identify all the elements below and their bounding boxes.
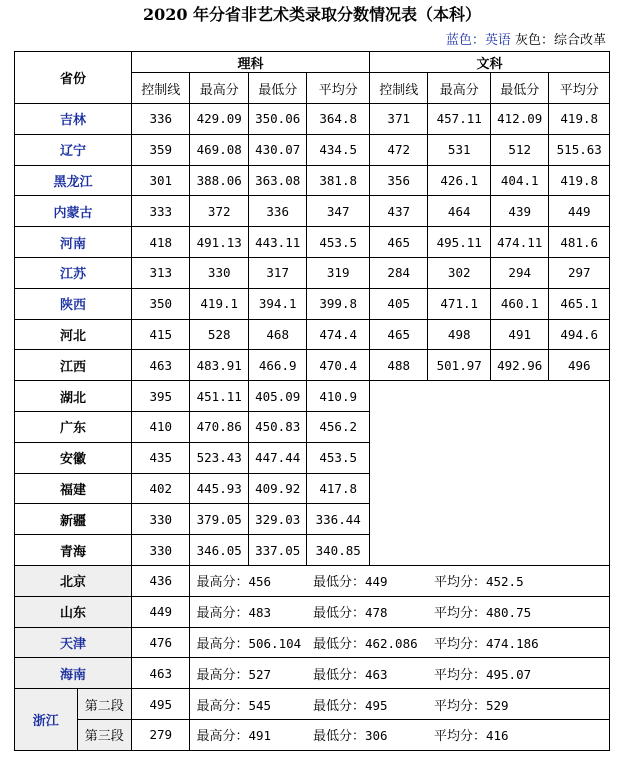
science-cell: 456.2	[307, 411, 370, 442]
science-cell: 483.91	[190, 350, 248, 381]
col-header: 控制线	[369, 73, 427, 104]
province-name: 海南	[15, 658, 132, 689]
science-cell: 301	[131, 165, 189, 196]
avg-value: 416	[485, 728, 509, 744]
reform-row	[15, 627, 610, 658]
max-value: 527	[248, 666, 272, 682]
avg-label: 平均分：	[433, 606, 486, 622]
arts-cell: 426.1	[428, 165, 491, 196]
science-cell: 329.03	[248, 504, 306, 535]
avg-label: 平均分：	[433, 575, 486, 591]
arts-cell: 465	[369, 227, 427, 258]
arts-cell: 412.09	[490, 104, 548, 135]
science-cell: 466.9	[248, 350, 306, 381]
col-header: 最低分	[490, 73, 548, 104]
arts-cell: 404.1	[490, 165, 548, 196]
table-row	[15, 350, 610, 381]
province-name: 青海	[15, 535, 132, 566]
legend-gray: 灰色：综合改革	[514, 33, 606, 48]
avg-value: 474.186	[485, 635, 539, 651]
min-cell	[307, 627, 428, 658]
table-row	[15, 134, 610, 165]
science-cell: 330	[131, 535, 189, 566]
control-line: 449	[131, 596, 189, 627]
reform-row	[15, 565, 610, 596]
min-value: 495	[364, 697, 388, 713]
min-value: 478	[364, 605, 388, 621]
science-cell: 415	[131, 319, 189, 350]
max-cell	[190, 596, 307, 627]
science-cell: 470.4	[307, 350, 370, 381]
table-row	[15, 165, 610, 196]
science-cell: 450.83	[248, 411, 306, 442]
color-legend	[446, 32, 606, 50]
min-label: 最低分：	[312, 636, 365, 652]
science-cell: 337.05	[248, 535, 306, 566]
province-name: 陕西	[15, 288, 132, 319]
science-cell: 359	[131, 134, 189, 165]
control-line: 476	[131, 627, 189, 658]
arts-cell: 405	[369, 288, 427, 319]
science-cell: 435	[131, 442, 189, 473]
min-value: 462.086	[364, 635, 418, 651]
science-cell: 430.07	[248, 134, 306, 165]
science-cell: 313	[131, 257, 189, 288]
max-value: 456	[248, 574, 272, 590]
avg-label: 平均分：	[433, 636, 486, 652]
avg-value: 452.5	[485, 574, 524, 590]
arts-cell: 465	[369, 319, 427, 350]
min-label: 最低分：	[312, 698, 365, 714]
arts-cell: 284	[369, 257, 427, 288]
science-cell: 443.11	[248, 227, 306, 258]
science-cell: 468	[248, 319, 306, 350]
science-cell: 363.08	[248, 165, 306, 196]
min-cell	[307, 596, 428, 627]
segment-name: 第三段	[77, 719, 131, 750]
arts-cell: 356	[369, 165, 427, 196]
min-label: 最低分：	[312, 575, 365, 591]
province-name: 吉林	[15, 104, 132, 135]
table-row	[15, 288, 610, 319]
col-header: 最高分	[190, 73, 248, 104]
science-cell: 319	[307, 257, 370, 288]
min-label: 最低分：	[312, 606, 365, 622]
col-header: 最低分	[248, 73, 306, 104]
arts-cell: 419.8	[549, 165, 610, 196]
min-value: 463	[364, 666, 388, 682]
avg-cell	[428, 689, 610, 720]
province-name: 新疆	[15, 504, 132, 535]
legend-blue: 蓝色：英语	[445, 33, 511, 48]
science-cell: 336	[248, 196, 306, 227]
arts-cell: 297	[549, 257, 610, 288]
control-line: 495	[131, 689, 189, 720]
science-cell: 347	[307, 196, 370, 227]
science-cell: 395	[131, 381, 189, 412]
min-cell	[307, 565, 428, 596]
avg-cell	[428, 627, 610, 658]
max-value: 483	[248, 605, 272, 621]
min-value: 306	[364, 728, 388, 744]
max-label: 最高分：	[196, 606, 249, 622]
arts-cell: 481.6	[549, 227, 610, 258]
avg-label: 平均分：	[433, 667, 486, 683]
science-cell: 402	[131, 473, 189, 504]
segment-name: 第二段	[77, 689, 131, 720]
arts-header: 文科	[369, 52, 609, 73]
province-name: 江西	[15, 350, 132, 381]
science-cell: 346.05	[190, 535, 248, 566]
avg-label: 平均分：	[433, 729, 486, 745]
province-name: 辽宁	[15, 134, 132, 165]
arts-cell: 464	[428, 196, 491, 227]
arts-cell: 495.11	[428, 227, 491, 258]
province-name: 河北	[15, 319, 132, 350]
avg-cell	[428, 658, 610, 689]
science-cell: 372	[190, 196, 248, 227]
arts-cell: 515.63	[549, 134, 610, 165]
science-cell: 381.8	[307, 165, 370, 196]
table-row	[15, 381, 610, 412]
science-cell: 336.44	[307, 504, 370, 535]
max-value: 506.104	[248, 635, 302, 651]
max-cell	[190, 627, 307, 658]
avg-value: 495.07	[485, 666, 532, 682]
science-cell: 451.11	[190, 381, 248, 412]
table-row	[15, 257, 610, 288]
max-label: 最高分：	[196, 729, 249, 745]
science-cell: 453.5	[307, 227, 370, 258]
science-cell: 523.43	[190, 442, 248, 473]
avg-label: 平均分：	[433, 698, 486, 714]
zhejiang-row	[15, 689, 610, 720]
province-name: 北京	[15, 565, 132, 596]
table-row	[15, 227, 610, 258]
science-cell: 388.06	[190, 165, 248, 196]
science-cell: 417.8	[307, 473, 370, 504]
arts-cell: 501.97	[428, 350, 491, 381]
arts-cell: 488	[369, 350, 427, 381]
science-cell: 453.5	[307, 442, 370, 473]
min-label: 最低分：	[312, 667, 365, 683]
reform-row	[15, 658, 610, 689]
col-header: 控制线	[131, 73, 189, 104]
arts-cell: 474.11	[490, 227, 548, 258]
arts-cell: 460.1	[490, 288, 548, 319]
arts-cell: 512	[490, 134, 548, 165]
arts-cell: 498	[428, 319, 491, 350]
max-label: 最高分：	[196, 575, 249, 591]
arts-cell: 471.1	[428, 288, 491, 319]
arts-cell: 491	[490, 319, 548, 350]
science-cell: 336	[131, 104, 189, 135]
science-cell: 399.8	[307, 288, 370, 319]
min-cell	[307, 719, 428, 750]
avg-cell	[428, 596, 610, 627]
province-name: 安徽	[15, 442, 132, 473]
avg-value: 480.75	[485, 605, 532, 621]
min-cell	[307, 689, 428, 720]
avg-cell	[428, 719, 610, 750]
arts-cell: 531	[428, 134, 491, 165]
control-line: 463	[131, 658, 189, 689]
arts-empty	[369, 381, 609, 566]
science-cell: 379.05	[190, 504, 248, 535]
science-cell: 410.9	[307, 381, 370, 412]
science-cell: 474.4	[307, 319, 370, 350]
arts-cell: 457.11	[428, 104, 491, 135]
science-cell: 418	[131, 227, 189, 258]
score-table	[14, 51, 610, 751]
arts-cell: 419.8	[549, 104, 610, 135]
avg-value: 529	[485, 697, 509, 713]
arts-cell: 439	[490, 196, 548, 227]
province-name: 内蒙古	[15, 196, 132, 227]
table-row	[15, 319, 610, 350]
science-cell: 434.5	[307, 134, 370, 165]
province-name: 浙江	[15, 689, 78, 751]
table-row	[15, 196, 610, 227]
science-cell: 333	[131, 196, 189, 227]
science-cell: 350.06	[248, 104, 306, 135]
max-value: 491	[248, 728, 272, 744]
min-label: 最低分：	[312, 729, 365, 745]
province-name: 天津	[15, 627, 132, 658]
max-label: 最高分：	[196, 698, 249, 714]
science-cell: 330	[190, 257, 248, 288]
min-cell	[307, 658, 428, 689]
science-cell: 340.85	[307, 535, 370, 566]
zhejiang-row	[15, 719, 610, 750]
arts-cell: 496	[549, 350, 610, 381]
science-cell: 394.1	[248, 288, 306, 319]
arts-cell: 449	[549, 196, 610, 227]
science-header: 理科	[131, 52, 369, 73]
province-name: 江苏	[15, 257, 132, 288]
science-cell: 528	[190, 319, 248, 350]
province-name: 山东	[15, 596, 132, 627]
province-name: 河南	[15, 227, 132, 258]
science-cell: 419.1	[190, 288, 248, 319]
arts-cell: 472	[369, 134, 427, 165]
page-title: 2020 年分省非艺术类录取分数情况表（本科）	[142, 5, 482, 24]
arts-cell: 494.6	[549, 319, 610, 350]
science-cell: 405.09	[248, 381, 306, 412]
science-cell: 330	[131, 504, 189, 535]
col-header: 最高分	[428, 73, 491, 104]
arts-cell: 492.96	[490, 350, 548, 381]
province-name: 湖北	[15, 381, 132, 412]
science-cell: 350	[131, 288, 189, 319]
col-header: 平均分	[307, 73, 370, 104]
arts-cell: 465.1	[549, 288, 610, 319]
col-header: 平均分	[549, 73, 610, 104]
max-cell	[190, 719, 307, 750]
province-name: 黑龙江	[15, 165, 132, 196]
arts-cell: 302	[428, 257, 491, 288]
province-header: 省份	[15, 52, 132, 104]
science-cell: 410	[131, 411, 189, 442]
max-cell	[190, 658, 307, 689]
science-cell: 447.44	[248, 442, 306, 473]
science-cell: 364.8	[307, 104, 370, 135]
max-label: 最高分：	[196, 667, 249, 683]
science-cell: 317	[248, 257, 306, 288]
arts-cell: 294	[490, 257, 548, 288]
arts-cell: 437	[369, 196, 427, 227]
max-cell	[190, 565, 307, 596]
province-name: 广东	[15, 411, 132, 442]
science-cell: 470.86	[190, 411, 248, 442]
max-cell	[190, 689, 307, 720]
science-cell: 409.92	[248, 473, 306, 504]
table-row	[15, 104, 610, 135]
science-cell: 445.93	[190, 473, 248, 504]
arts-cell: 371	[369, 104, 427, 135]
reform-row	[15, 596, 610, 627]
science-cell: 491.13	[190, 227, 248, 258]
control-line: 279	[131, 719, 189, 750]
control-line: 436	[131, 565, 189, 596]
science-cell: 429.09	[190, 104, 248, 135]
province-name: 福建	[15, 473, 132, 504]
avg-cell	[428, 565, 610, 596]
min-value: 449	[364, 574, 388, 590]
science-cell: 463	[131, 350, 189, 381]
max-value: 545	[248, 697, 272, 713]
max-label: 最高分：	[196, 636, 249, 652]
science-cell: 469.08	[190, 134, 248, 165]
